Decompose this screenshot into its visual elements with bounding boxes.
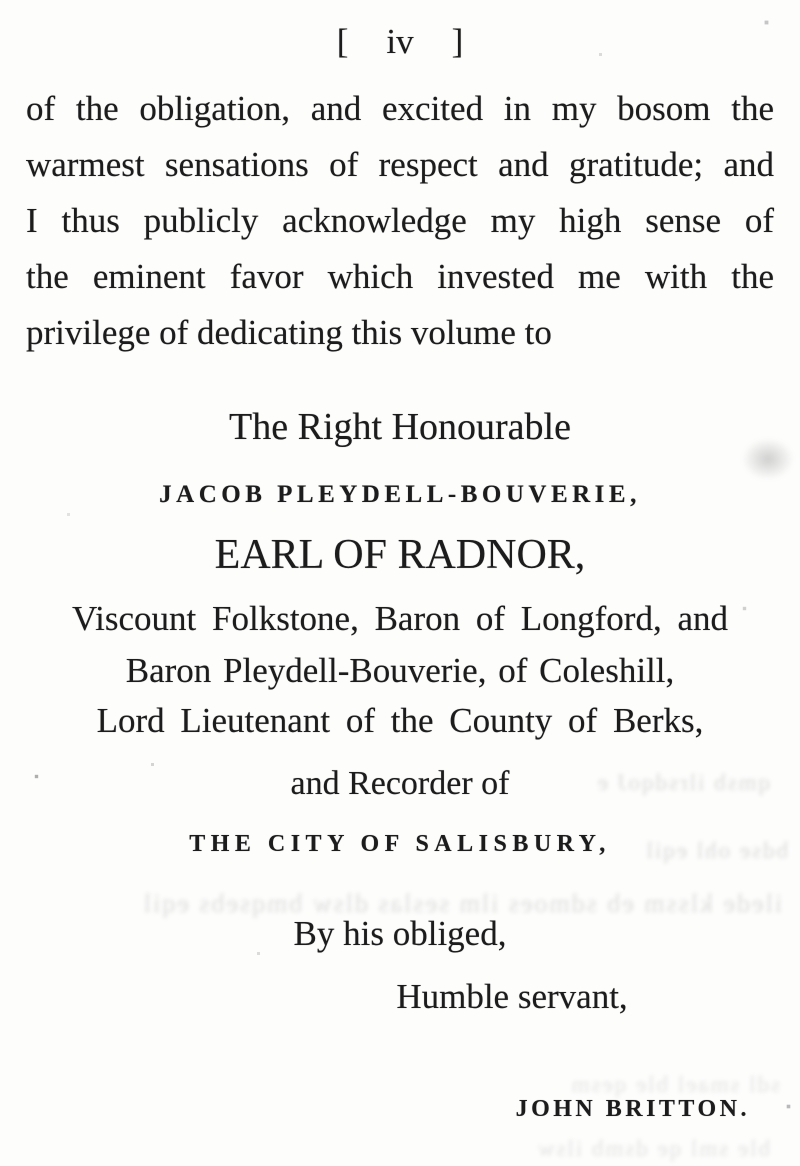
valediction-servant: Humble servant, <box>396 977 628 1016</box>
city-line: THE CITY OF SALISBURY, <box>189 831 611 857</box>
valediction-obliged: By his obliged, <box>293 914 507 953</box>
style-line-recorder: and Recorder of <box>290 765 510 802</box>
page-number: iv <box>386 22 414 61</box>
paragraph-line: the eminent favor which invested me with the <box>26 257 774 296</box>
bleedthrough-artifact: ilede klssm eb sdmoes ilm seslas dlsw bmqsebs eqil <box>141 889 782 918</box>
scan-smudge <box>742 438 794 480</box>
paragraph-line: of the obligation, and excited in my bosom the <box>26 89 774 128</box>
honorific-line: The Right Honourable <box>229 406 571 448</box>
style-line-baron: Baron Pleydell-Bouverie, of Coleshill, <box>125 651 675 690</box>
paragraph-line: I thus publicly acknowledge my high sense of <box>26 201 774 240</box>
dedication-paragraph <box>26 84 774 364</box>
folio-header <box>0 24 800 59</box>
bleedthrough-artifact: sdl smael ble qesm <box>569 1072 780 1097</box>
paragraph-line: privilege of dedicating this volume to <box>26 313 552 352</box>
bleedthrough-artifact: qmsb ilrsdqoJ e <box>595 770 770 795</box>
folio-close-bracket: ] <box>451 22 464 61</box>
scan-specks <box>0 0 1 1</box>
style-line-viscount: Viscount Folkstone, Baron of Longford, and <box>71 599 728 638</box>
paragraph-line: warmest sensations of respect and gratitude; and <box>26 145 774 184</box>
dedicatee-name: JACOB PLEYDELL-BOUVERIE, <box>159 481 641 508</box>
style-line-lord-lieutenant: Lord Lieutenant of the County of Berks, <box>96 701 704 740</box>
author-signature: JOHN BRITTON. <box>515 1096 750 1122</box>
peerage-title: EARL OF RADNOR, <box>214 532 586 578</box>
folio-open-bracket: [ <box>336 22 349 61</box>
bleedthrough-artifact: bdse ohl eqil <box>644 838 788 863</box>
bleedthrough-artifact: ble sml qe dsmb ilsw <box>535 1136 770 1161</box>
